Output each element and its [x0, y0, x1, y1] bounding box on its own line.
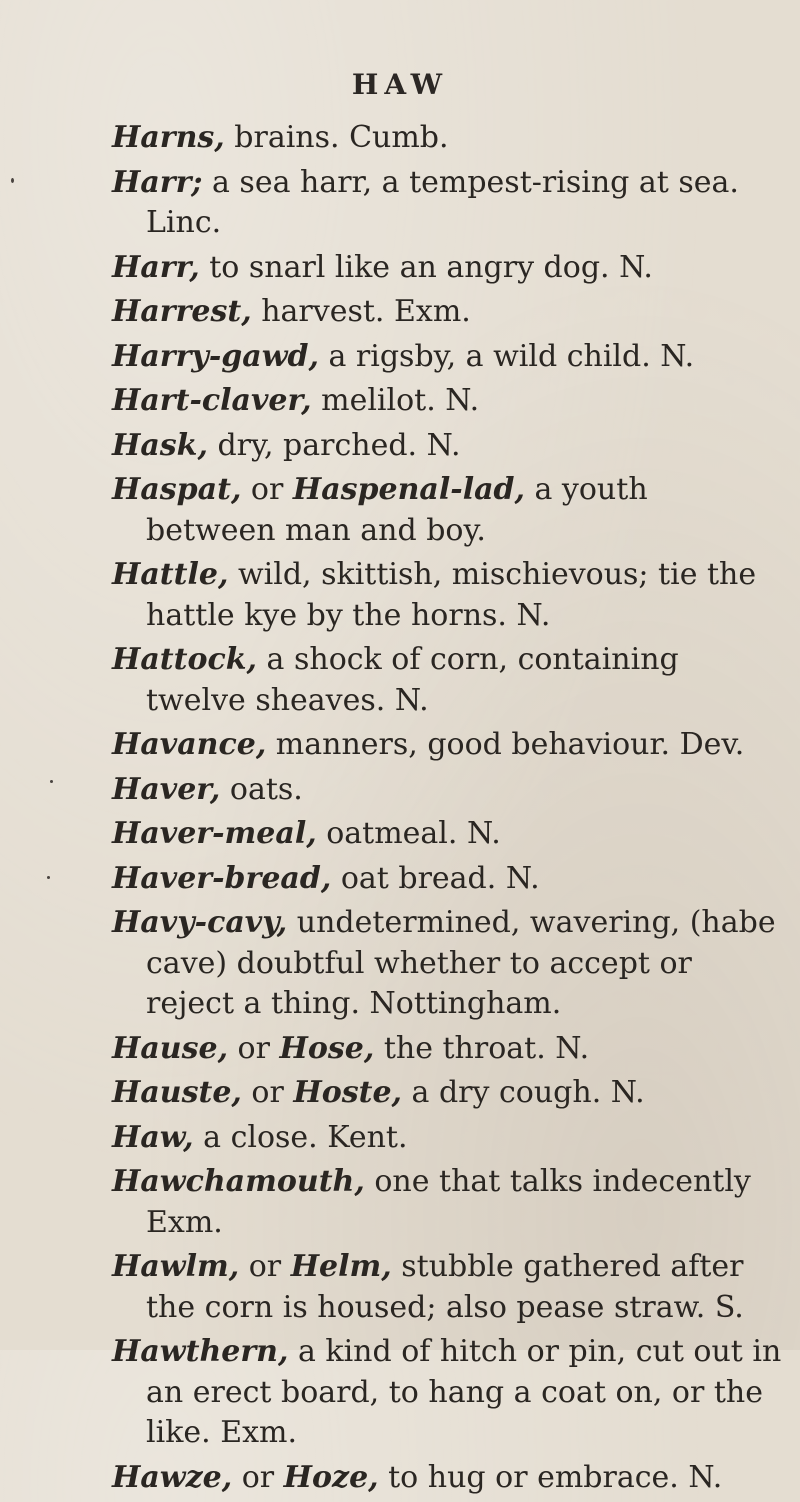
entry: [0, 725, 800, 766]
definition: or: [228, 1030, 280, 1066]
running-head: HAW: [351, 68, 449, 101]
definition: harvest. Exm.: [251, 294, 471, 329]
headword: Hattock,: [112, 642, 258, 677]
entry: [0, 859, 800, 900]
variant-headword: Hose,: [279, 1030, 375, 1066]
entry: [0, 426, 800, 467]
definition: a shock of corn, containing twelve sheaves. N.: [146, 642, 679, 718]
entry: [0, 1073, 800, 1114]
definition: or: [241, 472, 293, 507]
definition: or: [232, 1459, 284, 1495]
definition: the throat. N.: [374, 1030, 590, 1066]
definition: a dry cough. N.: [402, 1075, 645, 1110]
entry: [0, 770, 800, 811]
definition: to snarl like an angry dog. N.: [199, 249, 653, 285]
definition: stubble gathered after the corn is housed; also pease straw. S.: [146, 1249, 744, 1325]
headword: Haver-bread,: [112, 860, 332, 896]
definition: undetermined, wavering, (habe cave) doubtful whether to accept or reject a thing. Nottingham.: [146, 905, 776, 1021]
headword: Hause,: [112, 1030, 229, 1066]
entry: [0, 555, 800, 636]
headword: Hask,: [112, 427, 208, 463]
definition: to hug or embrace. N.: [378, 1459, 723, 1495]
entry: [0, 1029, 800, 1070]
entry: [0, 814, 800, 855]
headword: Haspat,: [112, 472, 242, 507]
definition: a rigsby, a wild child. N.: [318, 338, 695, 374]
entry: [0, 118, 800, 159]
definition: or: [241, 1075, 294, 1110]
entry: [0, 381, 800, 422]
variant-headword: Helm,: [290, 1249, 392, 1284]
headword: Hawze,: [112, 1459, 233, 1495]
definition: oats.: [220, 771, 303, 807]
headword: Harns,: [112, 120, 225, 155]
variant-headword: Hoste,: [293, 1075, 402, 1110]
margin-speck: [47, 876, 50, 879]
entry: [0, 1332, 800, 1454]
margin-speck: [11, 178, 14, 183]
margin-speck: [50, 780, 53, 783]
headword: Hawlm,: [112, 1249, 240, 1284]
definition: a close. Kent.: [193, 1119, 408, 1155]
entry: [0, 903, 800, 1025]
entry: [0, 163, 800, 244]
definition: or: [239, 1249, 291, 1284]
entry: [0, 1458, 800, 1499]
definition: a kind of hitch or pin, cut out in an erect board, to hang a coat on, or the like. Exm.: [146, 1334, 782, 1450]
definition: dry, parched. N.: [207, 427, 461, 463]
headword: Haw,: [112, 1119, 194, 1155]
headword: Harry-gawd,: [112, 338, 319, 374]
headword: Haver,: [112, 771, 221, 807]
definition: oat bread. N.: [331, 860, 540, 896]
definition: a sea harr, a tempest-rising at sea. Linc.: [146, 164, 739, 240]
definition: brains. Cumb.: [224, 120, 449, 155]
headword: Havy-cavy,: [112, 905, 288, 940]
headword: Harr;: [112, 164, 203, 200]
definition: wild, skittish, mischievous; tie the hattle kye by the horns. N.: [146, 557, 757, 633]
entry: [0, 337, 800, 378]
definition: manners, good behaviour. Dev.: [266, 727, 745, 762]
headword: Hawchamouth,: [112, 1164, 365, 1199]
headword: Haver-meal,: [112, 816, 317, 851]
headword: Hawthern,: [112, 1334, 289, 1369]
entry: [0, 640, 800, 721]
headword: Hart-claver,: [112, 383, 312, 418]
entry: [0, 470, 800, 551]
headword: Havance,: [112, 727, 267, 762]
entry: [0, 1247, 800, 1328]
entry: [0, 1118, 800, 1159]
variant-headword: Haspenal-lad,: [292, 472, 525, 507]
entry: [0, 292, 800, 333]
headword: Hauste,: [112, 1075, 242, 1110]
headword: Harr,: [112, 249, 200, 285]
definition: one that talks indecently Exm.: [146, 1164, 751, 1240]
variant-headword: Hoze,: [283, 1459, 379, 1495]
headword: Hattle,: [112, 557, 229, 592]
definition: melilot. N.: [311, 383, 480, 418]
entry: [0, 1162, 800, 1243]
definition: oatmeal. N.: [316, 816, 501, 851]
entry: [0, 248, 800, 289]
entry-list: [0, 118, 800, 1502]
definition: a youth between man and boy.: [146, 472, 648, 548]
headword: Harrest,: [112, 294, 252, 329]
